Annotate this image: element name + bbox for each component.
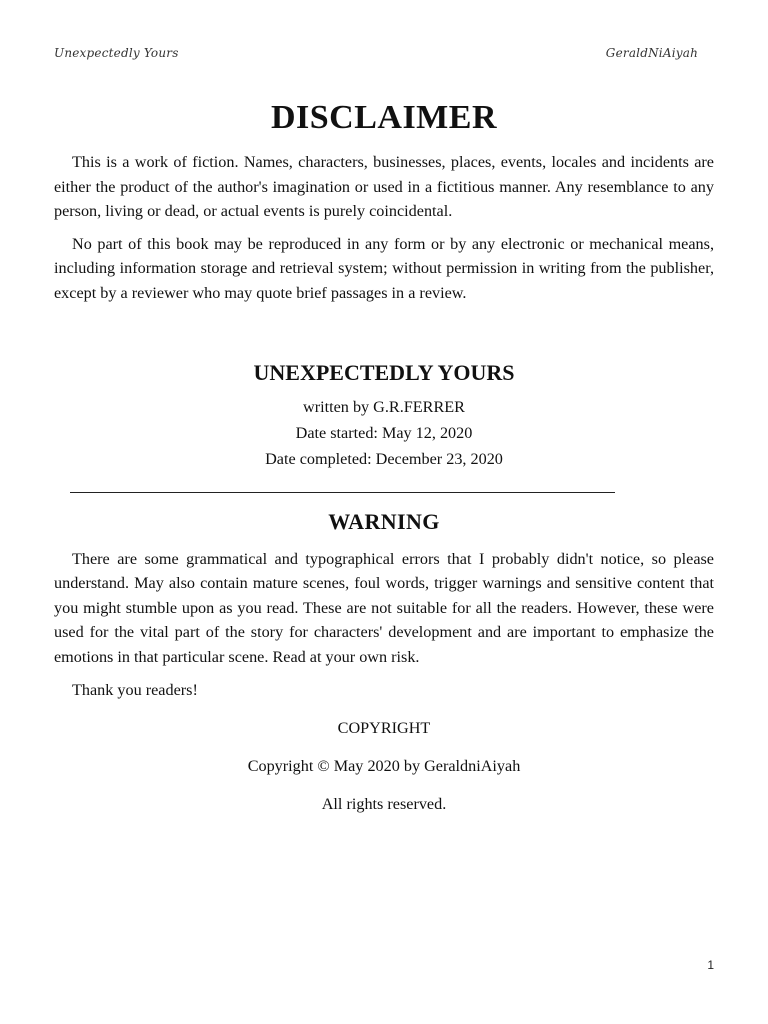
section-divider	[70, 492, 615, 493]
date-started: Date started: May 12, 2020	[295, 423, 473, 442]
disclaimer-paragraph-2: No part of this book may be reproduced in any form or by any electronic or mechanical means, including information storage and retrieval system; without permission in writing from the publisher, except by a reviewer who may quote brief passages in a review.	[54, 234, 714, 302]
author-line: written by G.R.FERRER	[303, 397, 465, 416]
book-title: UNEXPECTEDLY YOURS	[253, 359, 515, 385]
page-number: 1	[707, 958, 714, 972]
copyright-line: Copyright © May 2020 by GeraldniAiyah	[247, 757, 521, 776]
page-content	[54, 96, 714, 816]
warning-title: WARNING	[328, 508, 440, 534]
disclaimer-paragraph-1: This is a work of fiction. Names, characters, businesses, places, events, locales and incidents are either the product of the author's imagination or used in a fictitious manner. Any resemblance to any person, living or dead, or actual events is purely coincidental.	[54, 153, 714, 221]
thanks-line: Thank you readers!	[72, 680, 198, 699]
running-head-author: GeraldNiAiyah	[605, 46, 698, 60]
running-head-book-title: Unexpectedly Yours	[54, 46, 179, 60]
date-completed: Date completed: December 23, 2020	[265, 449, 503, 468]
rights-reserved: All rights reserved.	[321, 795, 447, 814]
disclaimer-title: DISCLAIMER	[270, 99, 498, 136]
copyright-heading: COPYRIGHT	[337, 719, 431, 738]
warning-paragraph: There are some grammatical and typographical errors that I probably didn't notice, so please understand. May also contain mature scenes, foul words, trigger warnings and sensitive content that you might stumble upon as you read. These are not suitable for all the readers. However, these were used for the vital part of the story for characters' development and are important to emphasize the emotions in that particular scene. Read at your own risk.	[54, 549, 714, 666]
